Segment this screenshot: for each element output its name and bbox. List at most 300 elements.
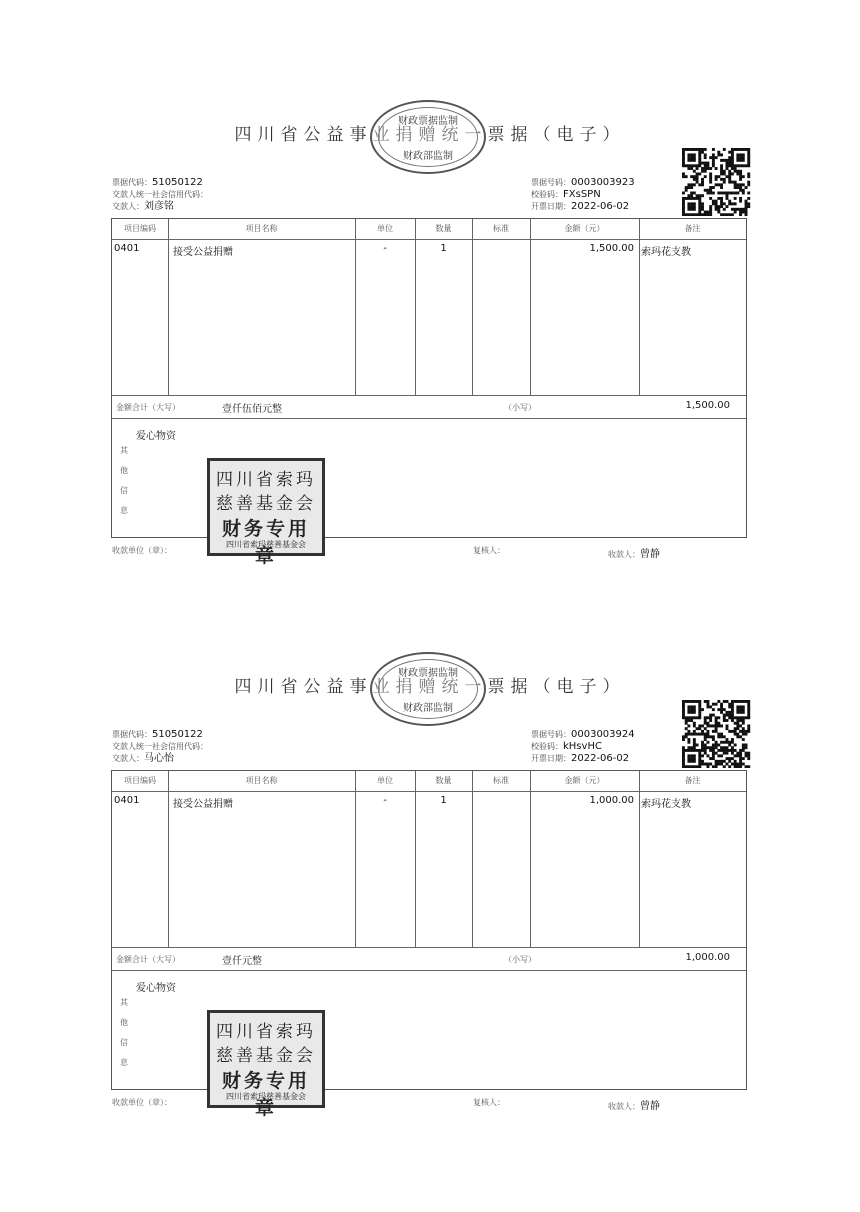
qr-module <box>693 148 696 151</box>
qr-module <box>698 197 701 200</box>
number-label: 票据号码： <box>531 178 571 187</box>
qr-module <box>682 757 685 760</box>
qr-module <box>747 708 750 711</box>
qr-module <box>739 735 742 738</box>
qr-module <box>728 156 731 159</box>
item-amount: 1,000.00 <box>589 795 634 806</box>
qr-module <box>726 159 729 162</box>
qr-module <box>687 148 690 151</box>
stamp-line-2: 慈善基金会 <box>216 494 316 514</box>
qr-module <box>720 153 723 156</box>
qr-module <box>706 722 709 725</box>
qr-module <box>712 765 715 768</box>
item-qty: 1 <box>440 243 447 254</box>
column-header-name: 项目名称 <box>245 776 278 785</box>
qr-module <box>736 765 739 768</box>
qr-module <box>687 700 690 703</box>
qr-module <box>742 700 745 703</box>
qr-module <box>706 162 709 165</box>
qr-module <box>731 741 734 744</box>
number-row <box>531 729 635 741</box>
qr-module <box>736 705 739 708</box>
qr-module <box>706 192 709 195</box>
total-amount-words: 壹仟伍佰元整 <box>222 404 282 415</box>
qr-module <box>728 170 731 173</box>
qr-module <box>685 722 688 725</box>
stamp-line-3: 财务专用章 <box>221 1070 310 1119</box>
column-header-unit: 单位 <box>377 776 393 785</box>
qr-module <box>701 760 704 763</box>
qr-module <box>739 700 742 703</box>
total-amount-words: 壹仟元整 <box>222 956 262 967</box>
seal-bottom-text: 财政部监制 <box>403 703 453 714</box>
qr-module <box>698 763 701 766</box>
qr-module <box>739 159 742 162</box>
qr-module <box>723 765 726 768</box>
qr-module <box>728 749 731 752</box>
qr-module <box>693 153 696 156</box>
qr-module <box>690 760 693 763</box>
qr-module <box>698 151 701 154</box>
qr-module <box>739 752 742 755</box>
total-small-label: （小写） <box>504 403 536 412</box>
qr-module <box>742 164 745 167</box>
qr-module <box>698 754 701 757</box>
qr-module <box>704 735 707 738</box>
qr-module <box>698 705 701 708</box>
qr-module <box>734 170 737 173</box>
qr-module <box>723 708 726 711</box>
receipt-code: 51050122 <box>152 729 203 740</box>
qr-module <box>731 181 734 184</box>
qr-module <box>709 156 712 159</box>
qr-module <box>726 746 729 749</box>
qr-module <box>747 197 750 200</box>
qr-module <box>731 703 734 706</box>
qr-module <box>698 213 701 216</box>
qr-module <box>728 181 731 184</box>
qr-module <box>682 711 685 714</box>
receipt-1 <box>0 0 860 567</box>
qr-module <box>701 741 704 744</box>
finance-supervision-seal <box>370 100 486 174</box>
qr-module <box>687 708 690 711</box>
qr-module <box>720 170 723 173</box>
qr-module <box>739 754 742 757</box>
qr-module <box>709 735 712 738</box>
reviewer-label: 复核人： <box>473 1098 505 1107</box>
header-right <box>531 177 635 213</box>
qr-module <box>698 733 701 736</box>
qr-module <box>706 700 709 703</box>
qr-module <box>706 733 709 736</box>
qr-module <box>709 172 712 175</box>
date-row <box>531 201 635 213</box>
qr-module <box>739 148 742 151</box>
qr-module <box>706 754 709 757</box>
receipt-number: 0003003924 <box>571 729 635 740</box>
qr-module <box>682 760 685 763</box>
qr-module <box>698 205 701 208</box>
total-amount: 1,000.00 <box>685 952 730 963</box>
qr-module <box>682 749 685 752</box>
check-row <box>531 741 635 753</box>
qr-module <box>720 733 723 736</box>
qr-module <box>682 164 685 167</box>
qr-module <box>734 763 737 766</box>
qr-module <box>747 151 750 154</box>
qr-module <box>715 765 718 768</box>
qr-module <box>693 711 696 714</box>
qr-module <box>734 192 737 195</box>
qr-module <box>742 175 745 178</box>
qr-module <box>698 183 701 186</box>
qr-module <box>709 197 712 200</box>
collector-name: 曾静 <box>640 549 660 560</box>
item-name: 接受公益捐赠 <box>173 247 233 258</box>
other-info-text: 爱心物资 <box>136 983 176 994</box>
qr-module <box>682 708 685 711</box>
qr-module <box>701 724 704 727</box>
qr-module <box>709 719 712 722</box>
qr-module <box>723 172 726 175</box>
qr-module <box>734 730 737 733</box>
qr-module <box>682 200 685 203</box>
qr-module <box>690 167 693 170</box>
qr-module <box>682 175 685 178</box>
receipt-2 <box>0 552 860 1119</box>
qr-module <box>726 724 729 727</box>
qr-module <box>698 159 701 162</box>
seal-top-text: 财政票据监制 <box>398 668 458 679</box>
qr-module <box>696 197 699 200</box>
stamp-line-4: 四川省索玛慈善基金会 <box>226 1092 306 1101</box>
qr-module <box>687 183 690 186</box>
qr-module <box>687 167 690 170</box>
qr-module <box>747 711 750 714</box>
qr-module <box>728 744 731 747</box>
qr-module <box>715 167 718 170</box>
receipt-title: 四川省公益事业捐赠统一票据（电子） <box>234 677 626 697</box>
qr-module <box>687 186 690 189</box>
qr-module <box>682 151 685 154</box>
qr-module <box>734 148 737 151</box>
qr-module <box>709 181 712 184</box>
qr-module <box>731 730 734 733</box>
qr-module <box>698 208 701 211</box>
qr-module <box>728 192 731 195</box>
qr-module <box>682 700 685 703</box>
qr-module <box>720 708 723 711</box>
qr-module <box>739 711 742 714</box>
qr-module <box>693 205 696 208</box>
qr-module <box>696 148 699 151</box>
qr-module <box>709 716 712 719</box>
qr-module <box>726 738 729 741</box>
qr-module <box>696 213 699 216</box>
qr-module <box>728 703 731 706</box>
divider <box>472 219 473 395</box>
qr-module <box>704 727 707 730</box>
qr-module <box>687 208 690 211</box>
number-row <box>531 177 635 189</box>
qr-module <box>739 763 742 766</box>
qr-module <box>726 741 729 744</box>
qr-module <box>747 164 750 167</box>
qr-module <box>693 175 696 178</box>
qr-module <box>739 200 742 203</box>
qr-module <box>698 200 701 203</box>
qr-module <box>717 208 720 211</box>
qr-module <box>728 164 731 167</box>
qr-module <box>712 200 715 203</box>
qr-module <box>717 760 720 763</box>
qr-module <box>687 741 690 744</box>
qr-module <box>690 719 693 722</box>
qr-module <box>701 708 704 711</box>
qr-module <box>731 746 734 749</box>
qr-module <box>687 716 690 719</box>
qr-module <box>723 181 726 184</box>
code-label: 票据代码： <box>112 178 152 187</box>
qr-module <box>712 735 715 738</box>
qr-module <box>736 708 739 711</box>
qr-module <box>739 716 742 719</box>
qr-module <box>704 156 707 159</box>
qr-module <box>690 700 693 703</box>
qr-module <box>747 202 750 205</box>
qr-module <box>693 164 696 167</box>
qr-module <box>728 716 731 719</box>
column-header-unit: 单位 <box>377 224 393 233</box>
qr-module <box>734 167 737 170</box>
qr-module <box>736 722 739 725</box>
qr-module <box>690 205 693 208</box>
qr-module <box>706 741 709 744</box>
column-header-code: 项目编码 <box>124 224 156 233</box>
qr-module <box>726 194 729 197</box>
qr-module <box>747 724 750 727</box>
qr-module <box>726 175 729 178</box>
qr-module <box>720 703 723 706</box>
receipt-number: 0003003923 <box>571 177 635 188</box>
qr-module <box>742 738 745 741</box>
qr-module <box>734 760 737 763</box>
qr-module <box>715 741 718 744</box>
qr-module <box>690 183 693 186</box>
qr-module <box>728 757 731 760</box>
qr-module <box>698 752 701 755</box>
qr-module <box>706 746 709 749</box>
qr-module <box>720 746 723 749</box>
qr-module <box>715 208 718 211</box>
qr-module <box>682 738 685 741</box>
divider <box>112 239 746 240</box>
qr-module <box>720 172 723 175</box>
qr-module <box>717 744 720 747</box>
qr-module <box>685 719 688 722</box>
date-row <box>531 753 635 765</box>
qr-module <box>696 700 699 703</box>
qr-module <box>693 754 696 757</box>
code-row <box>112 729 208 741</box>
qr-module <box>706 189 709 192</box>
qr-module <box>742 757 745 760</box>
qr-module <box>682 205 685 208</box>
qr-module <box>731 164 734 167</box>
qr-module <box>731 208 734 211</box>
qr-module <box>717 724 720 727</box>
qr-module <box>687 205 690 208</box>
qr-module <box>739 760 742 763</box>
qr-module <box>745 208 748 211</box>
qr-module <box>715 763 718 766</box>
qr-module <box>704 167 707 170</box>
qr-module <box>726 205 729 208</box>
qr-module <box>687 197 690 200</box>
qr-module <box>728 162 731 165</box>
qr-module <box>685 189 688 192</box>
qr-module <box>742 711 745 714</box>
qr-module <box>682 763 685 766</box>
qr-module <box>704 211 707 214</box>
qr-module <box>704 733 707 736</box>
qr-module <box>728 705 731 708</box>
item-note: 索玛花支教 <box>641 247 691 258</box>
qr-module <box>717 722 720 725</box>
qr-module <box>698 760 701 763</box>
qr-module <box>715 727 718 730</box>
qr-module <box>717 700 720 703</box>
qr-module <box>723 178 726 181</box>
qr-module <box>698 724 701 727</box>
total-label: 金额合计（大写） <box>116 955 180 964</box>
qr-module <box>728 213 731 216</box>
qr-module <box>701 730 704 733</box>
qr-module <box>712 703 715 706</box>
qr-module <box>690 175 693 178</box>
seal-top-text: 财政票据监制 <box>398 116 458 127</box>
column-header-standard: 标准 <box>493 224 509 233</box>
qr-module <box>734 164 737 167</box>
qr-module <box>726 192 729 195</box>
qr-module <box>696 175 699 178</box>
code-row <box>112 177 208 189</box>
qr-module <box>736 148 739 151</box>
qr-module <box>728 741 731 744</box>
column-header-note: 备注 <box>684 224 701 233</box>
qr-module <box>742 746 745 749</box>
qr-module <box>720 705 723 708</box>
qr-module <box>693 170 696 173</box>
qr-module <box>715 730 718 733</box>
qr-module <box>736 192 739 195</box>
qr-module <box>734 211 737 214</box>
qr-module <box>742 727 745 730</box>
qr-module <box>720 197 723 200</box>
qr-module <box>734 744 737 747</box>
qr-module <box>747 192 750 195</box>
qr-module <box>720 164 723 167</box>
qr-module <box>706 164 709 167</box>
qr-module <box>687 738 690 741</box>
qr-module <box>734 208 737 211</box>
divider <box>112 791 746 792</box>
divider <box>639 219 640 395</box>
qr-module <box>745 746 748 749</box>
qr-module <box>685 175 688 178</box>
qr-module <box>731 752 734 755</box>
qr-module <box>693 733 696 736</box>
qr-module <box>687 724 690 727</box>
qr-module <box>747 159 750 162</box>
qr-module <box>720 159 723 162</box>
qr-module <box>739 183 742 186</box>
qr-module <box>728 202 731 205</box>
stamp-line-2: 慈善基金会 <box>216 1046 316 1066</box>
qr-module <box>712 153 715 156</box>
qr-module <box>693 159 696 162</box>
qr-module <box>726 714 729 717</box>
qr-module <box>693 202 696 205</box>
qr-module <box>726 749 729 752</box>
qr-module <box>726 757 729 760</box>
date-label: 开票日期： <box>531 202 571 211</box>
divider <box>112 947 746 948</box>
qr-module <box>693 722 696 725</box>
qr-module <box>745 211 748 214</box>
qr-module <box>739 724 742 727</box>
qr-module <box>693 746 696 749</box>
column-header-qty: 数量 <box>435 776 452 785</box>
qr-module <box>739 197 742 200</box>
qr-module <box>715 760 718 763</box>
finance-stamp <box>207 1010 325 1119</box>
payer-id-row <box>112 189 208 201</box>
qr-module <box>731 172 734 175</box>
qr-module <box>747 716 750 719</box>
qr-module <box>690 159 693 162</box>
qr-module <box>742 763 745 766</box>
qr-module <box>690 733 693 736</box>
qr-module <box>690 757 693 760</box>
check-label: 校验码： <box>531 742 563 751</box>
qr-module <box>701 763 704 766</box>
qr-module <box>720 749 723 752</box>
qr-module <box>728 711 731 714</box>
qr-module <box>736 159 739 162</box>
qr-module <box>739 211 742 214</box>
qr-module <box>734 197 737 200</box>
qr-module <box>712 744 715 747</box>
qr-module <box>720 760 723 763</box>
qr-module <box>723 159 726 162</box>
qr-module <box>709 211 712 214</box>
qr-module <box>747 181 750 184</box>
qr-module <box>693 183 696 186</box>
qr-module <box>736 172 739 175</box>
qr-module <box>723 714 726 717</box>
qr-module <box>736 170 739 173</box>
qr-module <box>709 757 712 760</box>
qr-module <box>734 183 737 186</box>
qr-module <box>723 170 726 173</box>
qr-module <box>717 708 720 711</box>
qr-module <box>687 749 690 752</box>
qr-module <box>701 208 704 211</box>
qr-module <box>693 192 696 195</box>
qr-module <box>706 765 709 768</box>
